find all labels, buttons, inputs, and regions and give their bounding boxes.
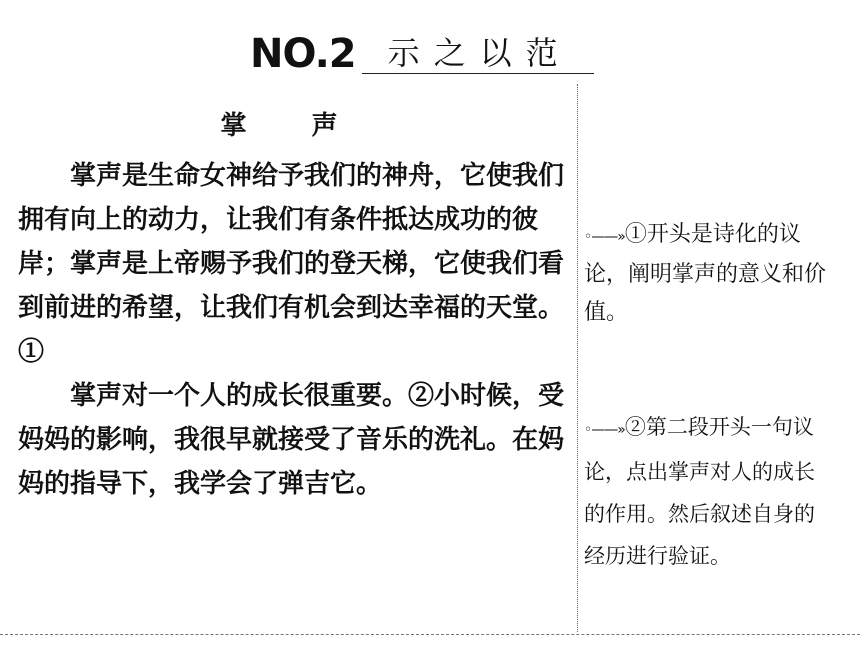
essay-title: 掌 声 [220, 111, 366, 141]
annotation-2 [584, 406, 834, 577]
annotation-1 [584, 216, 834, 332]
section-header [250, 26, 594, 77]
annotation-text: ②第二段开头一句议论，点出掌声对人的成长的作用。然后叙述自身的经历进行验证。 [584, 415, 815, 568]
essay [18, 104, 568, 506]
section-number: NO.2 [250, 31, 356, 77]
section-title: 示之以范 [362, 35, 594, 74]
essay-paragraph-1: 掌声是生命女神给予我们的神舟，它使我们拥有向上的动力，让我们有条件抵达成功的彼岸；掌声是上帝赐予我们的登天梯，它使我们看到前进的希望，让我们有机会到达幸福的天堂。① [18, 161, 565, 367]
horizontal-divider [0, 634, 860, 635]
arrow-icon: ◦——» [584, 229, 625, 245]
annotation-text: ①开头是诗化的议论，阐明掌声的意义和价值。 [584, 222, 827, 325]
arrow-icon: ◦——» [584, 422, 625, 438]
essay-paragraph-2: 掌声对一个人的成长很重要。②小时候，受妈妈的影响，我很早就接受了音乐的洗礼。在妈妈的指导下，我学会了弹吉它。 [18, 381, 565, 499]
vertical-divider [577, 84, 578, 632]
